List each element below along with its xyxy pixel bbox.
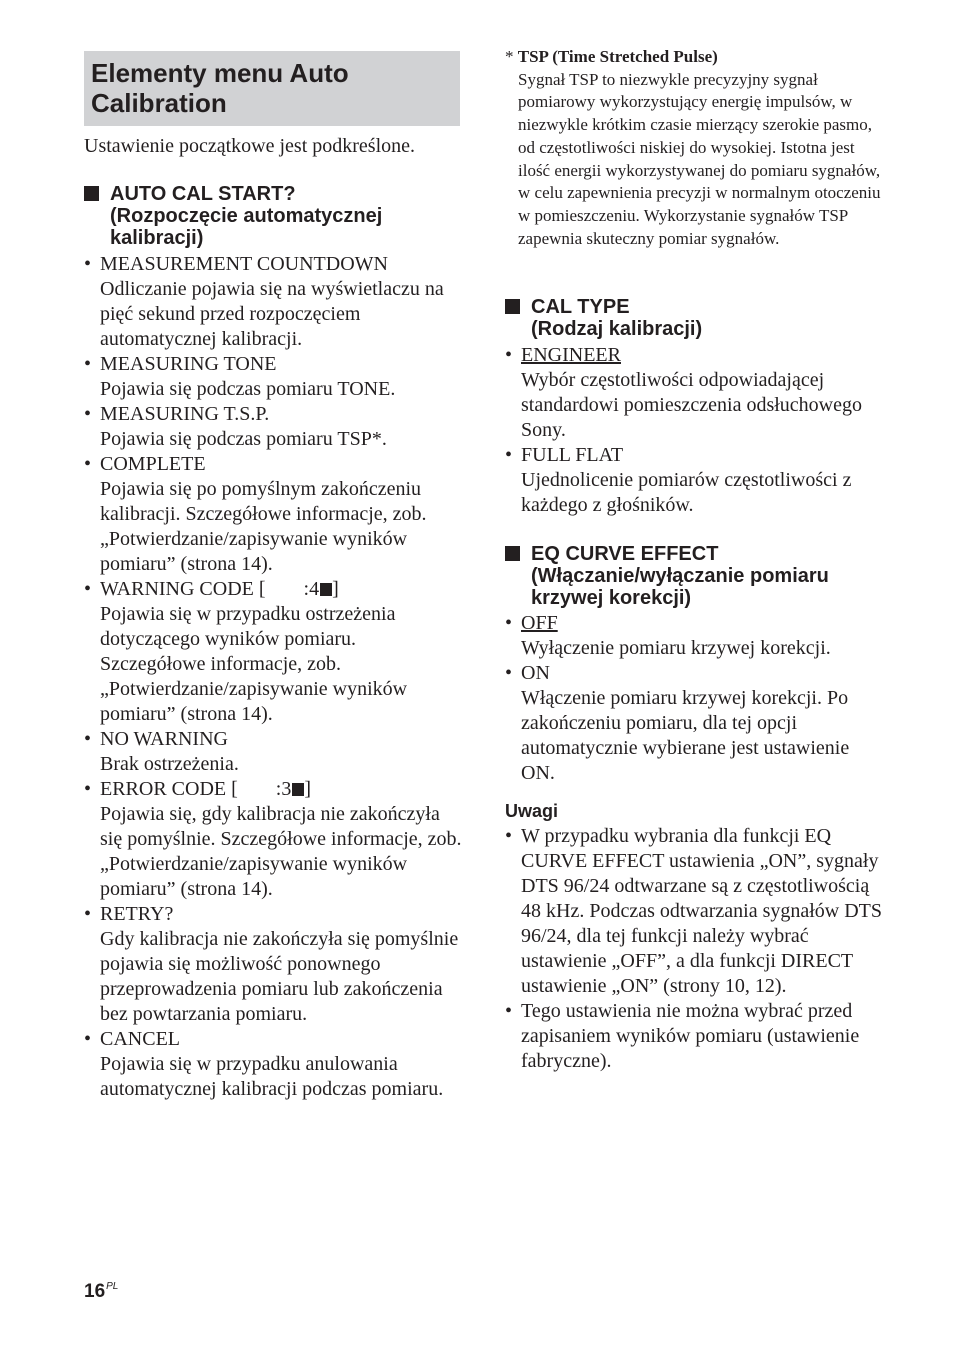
auto-cal-heading-line1: AUTO CAL START? <box>110 183 296 205</box>
item-label: MEASURING T.S.P. <box>100 403 270 425</box>
list-item <box>84 1027 464 1102</box>
eq-heading-line1: EQ CURVE EFFECT <box>531 543 719 565</box>
tsp-footnote-title: TSP (Time Stretched Pulse) <box>517 47 718 66</box>
square-bullet-icon <box>505 546 520 561</box>
item-label: ON <box>521 662 550 684</box>
auto-cal-heading <box>84 183 490 249</box>
square-bullet-icon <box>84 186 99 201</box>
error-code-suffix: :3 <box>275 778 292 800</box>
note-text: Tego ustawienia nie można wybrać przed zapisaniem wyników pomiaru (ustawienie fabryczne). <box>521 1000 860 1072</box>
bullet-icon: • <box>84 903 92 925</box>
list-item <box>505 611 885 661</box>
item-desc: Pojawia się w przypadku anulowania automatycznej kalibracji podczas pomiaru. <box>100 1053 444 1100</box>
bullet-icon: • <box>84 353 92 375</box>
auto-cal-heading-line2: (Rozpoczęcie automatycznej <box>110 205 383 227</box>
list-item <box>84 727 464 777</box>
intro-text: Ustawienie początkowe jest podkreślone. <box>84 135 416 157</box>
auto-cal-heading-line3: kalibracji) <box>110 227 204 249</box>
item-label <box>100 577 464 602</box>
item-desc: Gdy kalibracja nie zakończyła się pomyślnie pojawia się możliwość ponownego przeprowadzenia pomiaru lub zakończenia bez powtarzania pomiaru. <box>100 928 459 1025</box>
list-item <box>505 999 885 1074</box>
item-desc: Włączenie pomiaru krzywej korekcji. Po zakończeniu pomiaru, dla tej opcji automatycznie wybierane jest ustawienie ON. <box>521 687 850 784</box>
tsp-footnote-body: Sygnał TSP to niezwykle precyzyjny sygnał pomiarowy wykorzystujący energię impulsów, w niezwykle krótkim czasie mierzący szerokie pasmo, od częstotliwości niskiej do wysokiej. Istotna jest ilość energii wykorzystywanej do pomiaru sygnałów, w celu zapewnienia precyzji w normalnym otoczeniu w pomieszczeniu. Wykorzystanie sygnałów TSP zapewnia skuteczny pomiar sygnałów. <box>518 69 881 248</box>
square-bullet-icon <box>505 299 520 314</box>
item-desc: Ujednolicenie pomiarów częstotliwości z każdego z głośników. <box>521 469 852 516</box>
bullet-icon: • <box>505 444 513 466</box>
auto-cal-list <box>84 252 464 1102</box>
bullet-icon: • <box>84 453 92 475</box>
list-item <box>84 252 464 352</box>
warning-code-suffix: :4 <box>303 578 320 600</box>
list-item <box>84 452 464 577</box>
item-desc: Pojawia się, gdy kalibracja nie zakończyła się pomyślnie. Szczegółowe informacje, zob. „Potwierdzanie/zapisywanie wyników pomiaru” (strona 14). <box>100 803 462 900</box>
warning-code-prefix: WARNING CODE [ <box>100 578 266 600</box>
item-label: CANCEL <box>100 1028 180 1050</box>
item-desc: Pojawia się podczas pomiaru TONE. <box>100 378 396 400</box>
item-desc: Odliczanie pojawia się na wyświetlaczu na pięć sekund przed rozpoczęciem automatycznej kalibracji. <box>100 278 444 350</box>
bullet-icon: • <box>84 253 92 275</box>
item-desc: Brak ostrzeżenia. <box>100 753 239 775</box>
bracket-close: ] <box>332 578 339 600</box>
eq-heading-line3: krzywej korekcji) <box>531 587 692 609</box>
item-label-default: OFF <box>521 612 558 634</box>
eq-heading-line2: (Włączanie/wyłączanie pomiaru <box>531 565 829 587</box>
note-text: W przypadku wybrania dla funkcji EQ CURVE EFFECT ustawienia „ON”, sygnały DTS 96/24 odtwarzane są z częstotliwością 48 kHz. Podczas odtwarzania sygnałów DTS 96/24, dla tej funkcji należy wybrać ustawienie „OFF”, a dla funkcji DIRECT ustawienie „ON” (strony 10, 12). <box>521 825 883 997</box>
item-desc: Pojawia się w przypadku ostrzeżenia dotyczącego wyników pomiaru. Szczegółowe informacje, zob. „Potwierdzanie/zapisywanie wyników pomiaru” (strona 14). <box>100 603 408 725</box>
item-label: COMPLETE <box>100 453 206 475</box>
bullet-icon: • <box>505 825 513 847</box>
item-desc: Pojawia się po pomyślnym zakończeniu kalibracji. Szczegółowe informacje, zob. „Potwierdzanie/zapisywanie wyników pomiaru” (strona 14). <box>100 478 427 575</box>
item-label: RETRY? <box>100 903 174 925</box>
error-code-prefix: ERROR CODE [ <box>100 778 238 800</box>
notes-label: Uwagi <box>505 801 559 821</box>
list-item <box>505 824 885 999</box>
item-label-default: ENGINEER <box>521 344 621 366</box>
list-item <box>84 577 464 727</box>
cal-type-heading-line2: (Rodzaj kalibracji) <box>531 318 703 340</box>
page-number-value: 16 <box>84 1281 106 1302</box>
list-item <box>84 902 464 1027</box>
eq-curve-list <box>505 611 885 786</box>
item-desc: Wybór częstotliwości odpowiadającej standardowi pomieszczenia odsłuchowego Sony. <box>521 369 863 441</box>
item-label: MEASUREMENT COUNTDOWN <box>100 253 388 275</box>
bullet-icon: • <box>84 1028 92 1050</box>
notes-list <box>505 824 885 1074</box>
bullet-icon: • <box>505 612 513 634</box>
item-desc: Wyłączenie pomiaru krzywej korekcji. <box>521 637 831 659</box>
page-title: Elementy menu Auto Calibration <box>84 51 460 126</box>
item-label: FULL FLAT <box>521 444 624 466</box>
item-label: MEASURING TONE <box>100 353 277 375</box>
list-item <box>505 343 885 443</box>
bullet-icon: • <box>505 1000 513 1022</box>
tsp-footnote-title-line <box>505 46 885 69</box>
cal-type-heading <box>505 296 911 340</box>
page-language-suffix: PL <box>106 1281 119 1292</box>
bullet-icon: • <box>505 662 513 684</box>
page-number <box>84 1281 118 1303</box>
list-item <box>505 661 885 786</box>
bullet-icon: • <box>84 728 92 750</box>
item-label <box>100 777 464 802</box>
footnote-marker: * <box>505 47 514 66</box>
list-item <box>84 402 464 452</box>
bracket-close: ] <box>304 778 312 800</box>
square-icon <box>320 583 332 596</box>
bullet-icon: • <box>84 578 92 600</box>
cal-type-list <box>505 343 885 518</box>
cal-type-heading-line1: CAL TYPE <box>531 296 630 318</box>
item-label: NO WARNING <box>100 728 228 750</box>
list-item <box>505 443 885 518</box>
eq-curve-heading <box>505 543 911 609</box>
bullet-icon: • <box>84 403 92 425</box>
item-desc: Pojawia się podczas pomiaru TSP*. <box>100 428 387 450</box>
list-item <box>84 352 464 402</box>
tsp-footnote <box>505 46 885 250</box>
bullet-icon: • <box>84 778 92 800</box>
square-icon <box>292 783 304 796</box>
bullet-icon: • <box>505 344 513 366</box>
list-item <box>84 777 464 902</box>
